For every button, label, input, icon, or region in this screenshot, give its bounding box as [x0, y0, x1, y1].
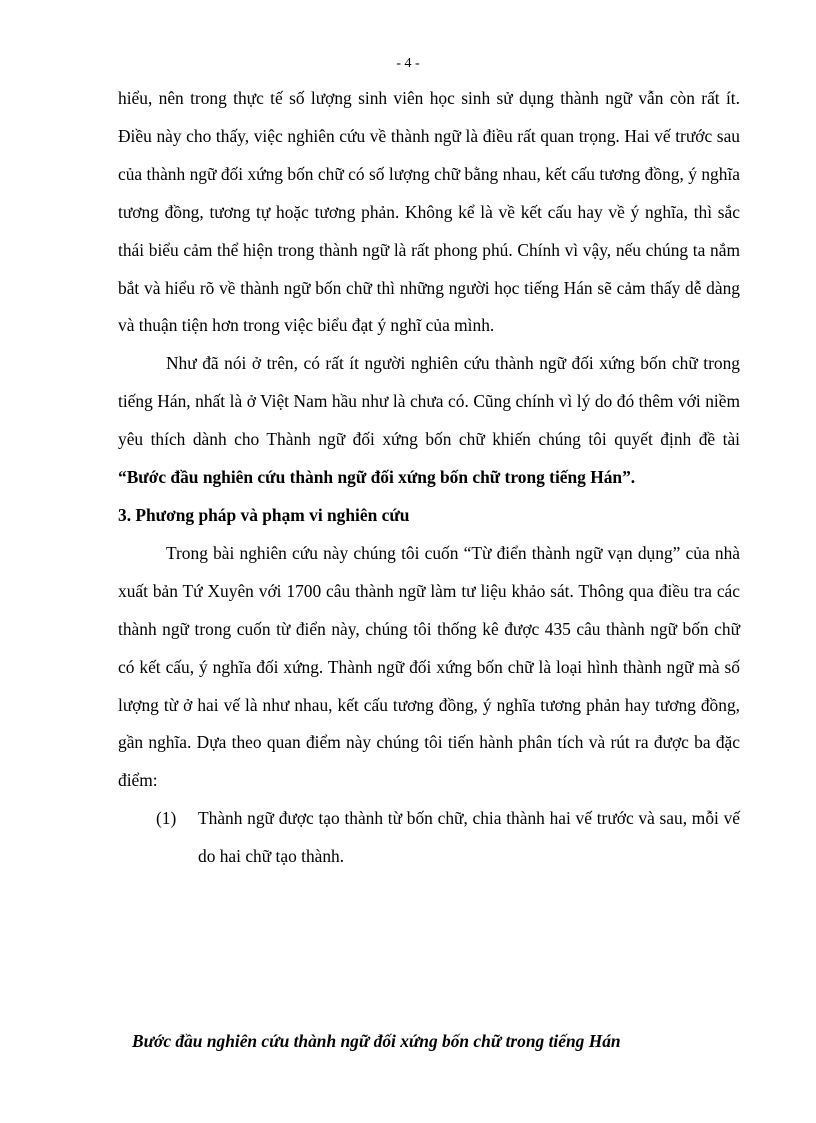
paragraph-3: Trong bài nghiên cứu này chúng tôi cuốn “Từ điển thành ngữ vạn dụng” của nhà xuất bản Tứ Xuyên với 1700 câu thành ngữ làm tư liệu khảo sát. Thông qua điều tra các thành ngữ trong cuốn từ điển này, chúng tôi thống kê được 435 câu thành ngữ bốn chữ có kết cấu, ý nghĩa đối xứng. Thành ngữ đối xứng bốn chữ là loại hình thành ngữ mà số lượng từ ở hai vế là như nhau, kết cấu tương đồng, ý nghĩa tương phản hay tương đồng, gần nghĩa. Dựa theo quan điểm này chúng tôi tiến hành phân tích và rút ra được ba đặc điểm: [118, 542, 740, 791]
list-item [118, 800, 740, 876]
thesis-title: “Bước đầu nghiên cứu thành ngữ đối xứng bốn chữ trong tiếng Hán”. [118, 467, 636, 488]
section-heading: 3. Phương pháp và phạm vi nghiên cứu [118, 504, 410, 525]
page-number: - 4 - [396, 56, 420, 71]
list-item-text: Thành ngữ được tạo thành từ bốn chữ, chia thành hai vế trước và sau, mỗi vế do hai chữ tạo thành. [198, 808, 740, 867]
document-body [118, 80, 740, 876]
paragraph-2-text: Như đã nói ở trên, có rất ít người nghiên cứu thành ngữ đối xứng bốn chữ trong tiếng Hán, nhất là ở Việt Nam hầu như là chưa có. Cũng chính vì lý do đó thêm với niềm yêu thích dành cho Thành ngữ đối xứng bốn chữ khiến chúng tôi quyết định đề tài [118, 353, 740, 450]
footer-title: Bước đầu nghiên cứu thành ngữ đối xứng bốn chữ trong tiếng Hán [132, 1031, 621, 1051]
paragraph-1: hiểu, nên trong thực tế số lượng sinh viên học sinh sử dụng thành ngữ vẫn còn rất ít. Điều này cho thấy, việc nghiên cứu về thành ngữ là điều rất quan trọng. Hai vế trước sau của thành ngữ đối xứng bốn chữ có số lượng chữ bằng nhau, kết cấu tương đồng, ý nghĩa tương đồng, tương tự hoặc tương phản. Không kể là về kết cấu hay về ý nghĩa, thì sắc thái biểu cảm thể hiện trong thành ngữ là rất phong phú. Chính vì vậy, nếu chúng ta nắm bắt và hiểu rõ về thành ngữ bốn chữ thì những người học tiếng Hán sẽ cảm thấy dễ dàng và thuận tiện hơn trong việc biểu đạt ý nghĩ của mình. [118, 88, 740, 336]
list-item-number: (1) [156, 808, 177, 829]
paragraph-2 [118, 345, 740, 497]
